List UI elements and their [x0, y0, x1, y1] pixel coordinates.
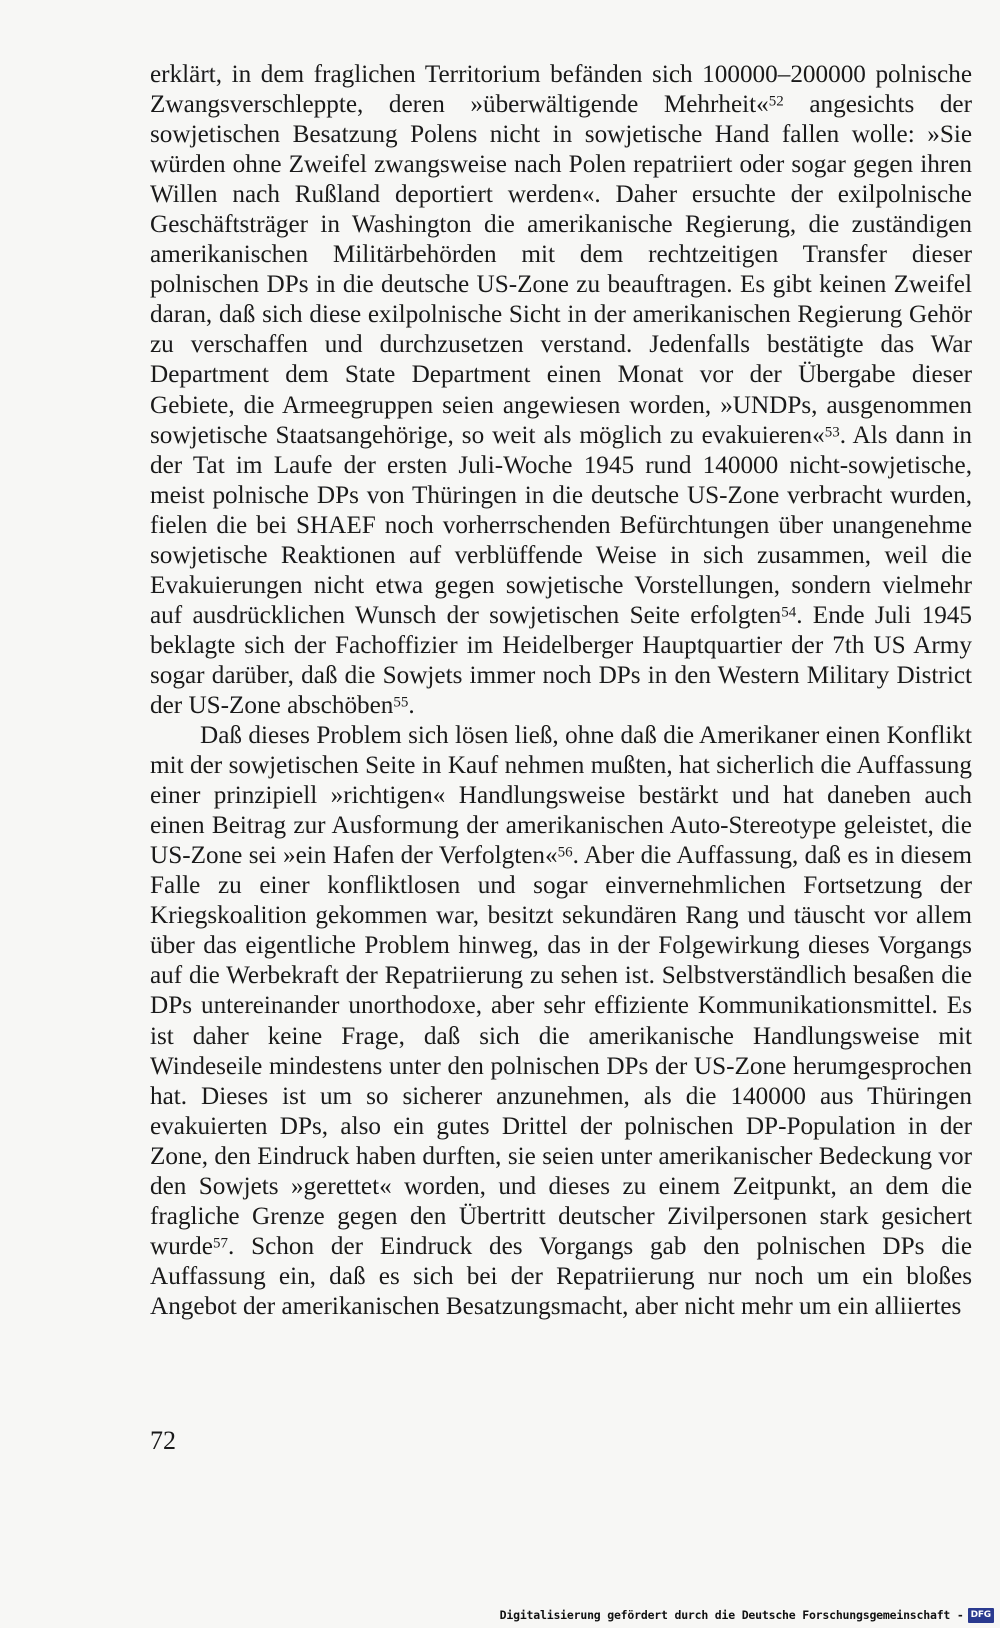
body-text — [150, 60, 972, 1322]
page-number: 72 — [150, 1426, 176, 1455]
text-run: . Ende Juli 1945 beklagte sich der Fachoffizier im Heidelberger Hauptquartier der 7th US Army sogar darüber, daß die Sowjets immer noch DPs in den Western Military District der US-Zone abschöben — [150, 601, 972, 719]
footer-text: Digitalisierung gefördert durch die Deutsche Forschungsgemeinschaft - — [499, 1608, 964, 1622]
footnote-ref-56[interactable]: 56 — [557, 844, 573, 861]
text-run: . Schon der Eindruck des Vorgangs gab den polnischen DPs die Auffassung ein, daß es sich bei der Repatriierung nur noch um ein bloßes Angebot der amerikanischen Besatzungsmacht, aber nicht mehr um ein alliiertes — [150, 1232, 972, 1320]
text-run: . Aber die Auffassung, daß es in diesem Falle zu einer konfliktlosen und sogar einvernehmlichen Fortsetzung der Kriegskoalition gekommen war, besitzt sekundären Rang und täuscht vor allem über das eigentliche Problem hinweg, das in der Folgewirkung dieses Vorgangs auf die Werbekraft der Repatriierung zu sehen ist. Selbstverständlich besaßen die DPs untereinander unorthodoxe, aber sehr effiziente Kommunikationsmittel. Es ist daher keine Frage, daß sich die amerikanische Handlungsweise mit Windeseile mindestens unter den polnischen DPs der US-Zone herumgesprochen hat. Dieses ist um so sicherer anzunehmen, als die 140000 aus Thüringen evakuierten DPs, also ein gutes Drittel der polnischen DP-Population in der Zone, den Eindruck haben durften, sie seien unter amerikanischer Bedeckung vor den Sowjets »gerettet« worden, und dieses zu einem Zeitpunkt, an dem die fragliche Grenze gegen den Übertritt deutscher Zivilpersonen stark gesichert wurde — [150, 842, 972, 1260]
digitization-footer — [500, 1606, 994, 1624]
footnote-ref-53[interactable]: 53 — [824, 423, 840, 440]
text-run: . — [408, 691, 415, 719]
dfg-logo: DFG — [968, 1608, 994, 1623]
paragraph-1 — [150, 60, 972, 721]
paragraph-2 — [150, 721, 972, 1322]
footnote-ref-55[interactable]: 55 — [393, 694, 409, 711]
text-run: Daß dieses Problem sich lösen ließ, ohne daß die Amerikaner einen Konflikt mit der sowjetischen Seite in Kauf nehmen mußten, hat sicherlich die Auffassung einer prinzipiell »richtigen« Handlungsweise bestärkt und hat daneben auch einen Beitrag zur Ausformung der amerikanischen Auto-Stereotype geleistet, die US-Zone sei »ein Hafen der Verfolgten« — [150, 722, 972, 870]
text-run: . Als dann in der Tat im Laufe der ersten Juli-Woche 1945 rund 140000 nicht-sowjetische, meist polnische DPs von Thüringen in die deutsche US-Zone verbracht wurden, fielen die bei SHAEF noch vorherrschenden Befürchtungen über unangenehme sowjetische Reaktionen auf verblüffende Weise in sich zusammen, weil die Evakuierungen nicht etwa gegen sowjetische Vorstellungen, sondern vielmehr auf ausdrücklichen Wunsch der sowjetischen Seite erfolgten — [150, 421, 972, 629]
footnote-ref-57[interactable]: 57 — [212, 1235, 228, 1252]
footnote-ref-54[interactable]: 54 — [781, 604, 797, 621]
text-run: angesichts der sowjetischen Besatzung Polens nicht in sowjetische Hand fallen wolle: »Sie würden ohne Zweifel zwangsweise nach Polen repatriiert oder sogar gegen ihren Willen nach Rußland deportiert werden«. Daher ersuchte der exilpolnische Geschäftsträger in Washington die amerikanische Regierung, die zuständigen amerikanischen Militärbehörden mit dem rechtzeitigen Transfer dieser polnischen DPs in die deutsche US-Zone zu beauftragen. Es gibt keinen Zweifel daran, daß sich diese exilpolnische Sicht in der amerikanischen Regierung Gehör zu verschaffen und durchzusetzen verstand. Jedenfalls bestätigte das War Department dem State Department einen Monat vor der Übergabe dieser Gebiete, die Armeegruppen seien angewiesen worden, »UNDPs, ausgenommen sowjetische Staatsangehörige, so weit als möglich zu evakuieren« — [150, 91, 972, 449]
footnote-ref-52[interactable]: 52 — [768, 93, 784, 110]
text-run: erklärt, in dem fraglichen Territorium befänden sich 100000–200000 polnische Zwangsverschleppte, deren »überwältigende Mehrheit« — [150, 61, 972, 119]
